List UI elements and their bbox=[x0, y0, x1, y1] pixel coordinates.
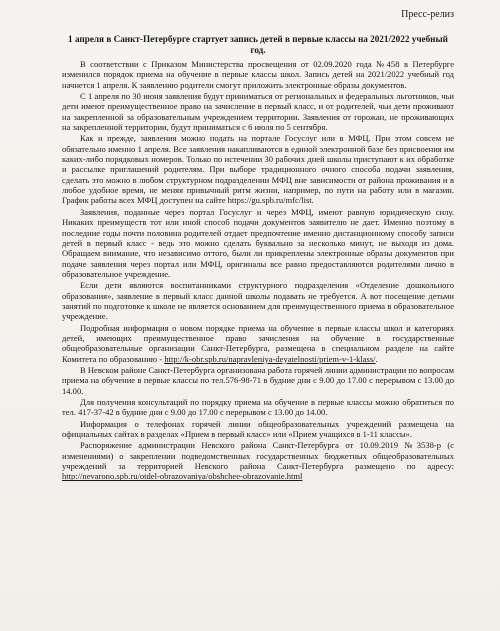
paragraph-6 bbox=[62, 323, 454, 364]
press-release-label: Пресс-релиз bbox=[401, 9, 454, 20]
paragraph-4 bbox=[62, 207, 454, 279]
paragraph-text: Для получения консультаций по порядку приема на обучение в первые классы можно обратиться по тел. 417-37-42 в будние дни с 9.00 до 17.00 с перерывом с 13.00 до 14.00. bbox=[62, 397, 454, 418]
paragraph-5 bbox=[62, 280, 454, 321]
nevarono-link[interactable]: http://nevarono.spb.ru/otdel-obrazovaniya/obshchee-obrazovanie.html bbox=[62, 471, 303, 482]
paragraph-text: Распоряжение администрации Невского района Санкт-Петербурга от 10.09.2019 №3538-р (с изменениями) о закреплении подведомственных государственных бюджетных общеобразовательных учреждений за территорией Невского района Санкт-Петербурга размещено по адресу: bbox=[62, 440, 454, 472]
paragraph-10 bbox=[62, 440, 454, 481]
paragraph-text: В Невском районе Санкт-Петербурга организована работа горячей линии администрации по вопросам приема на обучение в первые классы по тел.576-98-71 в будние дни с 9.00 до 17.00 с перерывом с 13.00 до 14.00. bbox=[62, 364, 454, 396]
paragraph-text: Как и прежде, заявления можно подать на портале Госуслуг или в МФЦ. При этом совсем не обязательно именно 1 апреля. Все заявления накапливаются в единой электронной базе без присвоения им каких-либо порядковых номеров. Только по истечении 30 рабочих дней школы приступают к их обработке и рассылке приглашений родителям. При выборе традиционного очного способа подачи заявления, сделать это можно в любом структурном подразделении МФЦ вне зависимости от района проживания и в любое удобное время, не меняя привычный ритм жизни, например, по пути на работу или в магазин. График работы всех МФЦ доступен на сайте https://gu.spb.ru/mfc/list. bbox=[62, 133, 454, 206]
headline: 1 апреля в Санкт-Петербурге стартует запись детей в первые классы на 2021/2022 учебный год. bbox=[68, 34, 448, 55]
paragraph-3 bbox=[62, 133, 454, 205]
paragraph-9 bbox=[62, 419, 454, 440]
paragraph-7 bbox=[62, 365, 454, 396]
k-obr-link[interactable]: http://k-obr.spb.ru/napravleniya-deyatelnosti/priem-v-1-klass/ bbox=[164, 353, 376, 364]
paragraph-text: В соответствии с Приказом Министерства просвещения от 02.09.2020 года №458 в Петербурге изменился порядок приема на обучение в первые классы школ. Запись детей на 2021/2022 учебный год начнется 1 апреля. К заявлению родители смогут приложить электронные образы документов. bbox=[62, 59, 454, 90]
paragraph-text: Заявления, поданные через портал Госуслуг и через МФЦ, имеют равную юридическую силу. Никаких преимуществ тот или иной способ подачи документов заявителю не дает. Именно поэтому в последние годы почти половина родителей отдает предпочтение именно дистанционному способу записи детей в первый класс - ведь это можно сделать буквально за несколько минут, не выходя из дома. Обращаем внимание, что независимо оттого, были ли прикреплены электронные образы документов при подаче заявления через портал или МФЦ, оригиналы все равно предоставляются родителями лично в образовательное учреждение. bbox=[62, 206, 454, 279]
paragraph-1 bbox=[62, 59, 454, 90]
paragraph-text: Подробная информация о новом порядке приема на обучение в первые классы школ и категориях детей, имеющих преимущественное право зачисления на обучение в государственные общеобразовательные организации Санкт-Петербурга, размещена в специальном разделе на сайте Комитета по образованию - bbox=[62, 322, 454, 364]
paragraph-8 bbox=[62, 397, 454, 418]
paragraph-text: С 1 апреля по 30 июня заявления будут приниматься от региональных и федеральных льготников, чьи дети имеют преимущественное право на зачисление в первый класс, и от родителей, чьи дети проживают на закрепленной за образовательным учреждением территории. Заявления от горожан, не проживающих на закрепленной территории, будут приниматься с 6 июля по 5 сентября. bbox=[62, 91, 454, 133]
paragraph-tail: . bbox=[375, 353, 378, 364]
paragraph-text: Информация о телефонах горячей линии общеобразовательных учреждений размещена на официальных сайтах в разделах «Прием в первый класс» или «Прием учащихся в 1-11 классы». bbox=[62, 418, 454, 440]
paragraph-2 bbox=[62, 91, 454, 132]
paragraph-text: Если дети являются воспитанниками структурного подразделения «Отделение дошкольного образования», заявление в первый класс данной школы подавать не требуется. А вот посещение детьми занятий по подготовке к школе не является основанием для преимущественного приема в образовательное учреждение. bbox=[62, 280, 454, 322]
